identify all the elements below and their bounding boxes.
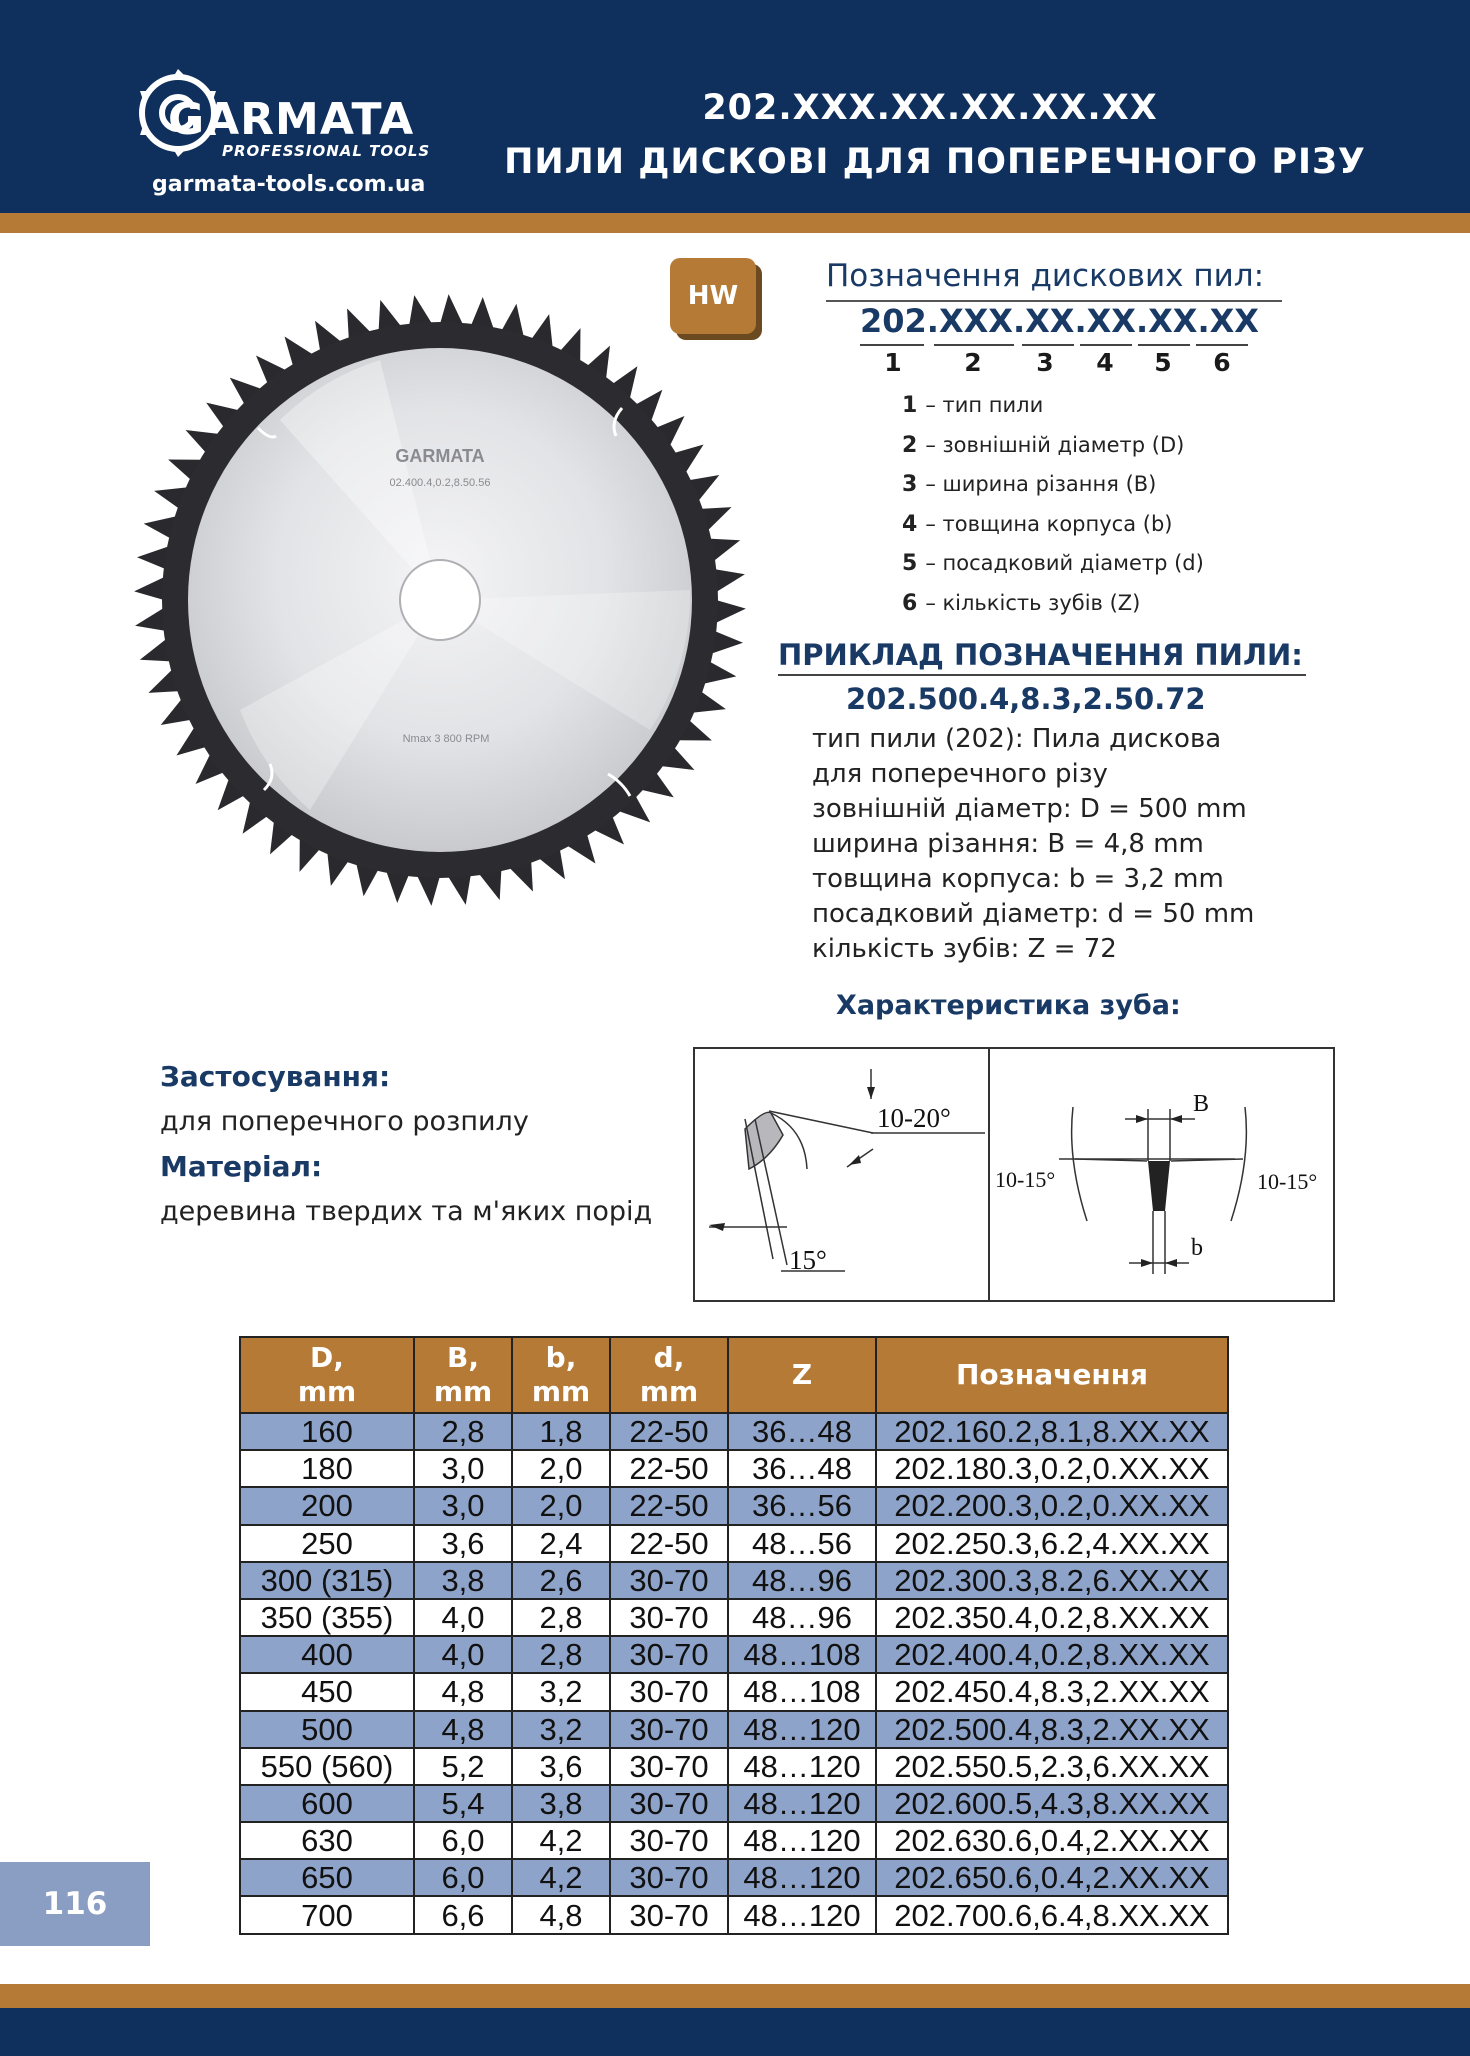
header-code: 202.XXX.XX.XX.XX.XX: [702, 88, 1158, 128]
table-cell: 2,8: [414, 1413, 512, 1450]
blade-logo: GARMATA: [395, 446, 485, 466]
legend-item: 1 – тип пили: [902, 393, 1044, 418]
tooth-diagram: [693, 1047, 1335, 1302]
table-cell: 2,0: [512, 1487, 610, 1524]
table-cell: 630: [240, 1822, 414, 1859]
segment-line-6: [1196, 344, 1248, 346]
tooth-angle-bottom: 15°: [789, 1245, 827, 1275]
table-row: [240, 1636, 1228, 1673]
saw-tooth: [440, 294, 463, 325]
col-header-bore: d, mm: [610, 1337, 728, 1413]
table-row: [240, 1599, 1228, 1636]
hw-badge: HW: [670, 258, 756, 334]
saw-blade-image: [130, 290, 750, 910]
segment-number: 4: [1096, 348, 1114, 377]
segment-number: 5: [1154, 348, 1172, 377]
logo-subtitle: PROFESSIONAL TOOLS: [222, 142, 431, 160]
table-cell: 1,8: [512, 1413, 610, 1450]
table-row: [240, 1413, 1228, 1450]
table-cell: 48…120: [728, 1822, 876, 1859]
designation-title: Позначення дискових пил:: [826, 258, 1265, 294]
table-cell: 48…120: [728, 1859, 876, 1896]
table-cell: 3,6: [512, 1748, 610, 1785]
example-line: посадковий діаметр: d = 50 mm: [812, 899, 1255, 929]
table-cell: 202.550.5,2.3,6.XX.XX: [876, 1748, 1228, 1785]
table-cell: 550 (560): [240, 1748, 414, 1785]
segment-number: 3: [1036, 348, 1054, 377]
saw-tooth: [409, 295, 432, 326]
table-cell: 350 (355): [240, 1599, 414, 1636]
table-row: [240, 1525, 1228, 1562]
col-header-teeth: Z: [728, 1337, 876, 1413]
segment-line-5: [1138, 344, 1190, 346]
table-cell: 6,0: [414, 1859, 512, 1896]
legend-item: 2 – зовнішній діаметр (D): [902, 432, 1185, 458]
table-cell: 36…48: [728, 1450, 876, 1487]
segment-line-2: [934, 344, 1014, 346]
table-cell: 22-50: [610, 1525, 728, 1562]
tooth-diagram-svg: [695, 1049, 1333, 1300]
segment-number: 1: [884, 348, 902, 377]
col-header-b-thickness: b, mm: [512, 1337, 610, 1413]
table-cell: 600: [240, 1785, 414, 1822]
table-cell: 5,2: [414, 1748, 512, 1785]
table-cell: 36…48: [728, 1413, 876, 1450]
col-header-designation: Позначення: [876, 1337, 1228, 1413]
table-cell: 202.450.4,8.3,2.XX.XX: [876, 1673, 1228, 1710]
table-cell: 202.300.3,8.2,6.XX.XX: [876, 1562, 1228, 1599]
table-cell: 500: [240, 1711, 414, 1748]
legend-item: 4 – товщина корпуса (b): [902, 511, 1173, 537]
table-cell: 3,0: [414, 1450, 512, 1487]
table-cell: 48…96: [728, 1562, 876, 1599]
table-cell: 202.500.4,8.3,2.XX.XX: [876, 1711, 1228, 1748]
table-cell: 30-70: [610, 1599, 728, 1636]
blade-rpm: Nmax 3 800 RPM: [402, 733, 490, 745]
example-line: для поперечного різу: [812, 759, 1108, 789]
legend-item: 5 – посадковий діаметр (d): [902, 551, 1204, 576]
blade-marking: 02.400.4,0.2,8.50.56: [389, 477, 491, 489]
table-cell: 48…120: [728, 1896, 876, 1933]
segment-number: 6: [1213, 348, 1231, 377]
table-cell: 30-70: [610, 1785, 728, 1822]
material-heading: Матеріал:: [160, 1150, 323, 1183]
designation-code: 202.XXX.XX.XX.XX.XX: [860, 302, 1259, 340]
specs-table: [239, 1336, 1229, 1935]
table-cell: 180: [240, 1450, 414, 1487]
table-row: [240, 1673, 1228, 1710]
table-cell: 48…120: [728, 1748, 876, 1785]
table-cell: 300 (315): [240, 1562, 414, 1599]
table-cell: 250: [240, 1525, 414, 1562]
table-cell: 202.600.5,4.3,8.XX.XX: [876, 1785, 1228, 1822]
header-stripe: [0, 213, 1470, 233]
tooth-label-thickness: b: [1191, 1235, 1203, 1261]
table-cell: 3,6: [414, 1525, 512, 1562]
table-cell: 48…120: [728, 1785, 876, 1822]
example-line: кількість зубів: Z = 72: [812, 934, 1117, 964]
page-title: ПИЛИ ДИСКОВІ ДЛЯ ПОПЕРЕЧНОГО РІЗУ: [504, 142, 1366, 182]
table-cell: 650: [240, 1859, 414, 1896]
example-line: зовнішній діаметр: D = 500 mm: [812, 794, 1247, 824]
table-cell: 4,8: [512, 1896, 610, 1933]
segment-line-3: [1022, 344, 1074, 346]
example-code: 202.500.4,8.3,2.50.72: [846, 682, 1206, 716]
table-cell: 202.400.4,0.2,8.XX.XX: [876, 1636, 1228, 1673]
table-row: [240, 1785, 1228, 1822]
table-cell: 2,8: [512, 1599, 610, 1636]
saw-tooth: [715, 600, 746, 623]
table-cell: 160: [240, 1413, 414, 1450]
saw-tooth: [135, 608, 166, 631]
table-cell: 202.630.6,0.4,2.XX.XX: [876, 1822, 1228, 1859]
table-cell: 2,4: [512, 1525, 610, 1562]
example-description: [812, 722, 1254, 967]
table-cell: 3,2: [512, 1673, 610, 1710]
segment-line-1: [860, 344, 924, 346]
table-row: [240, 1711, 1228, 1748]
legend-item: 3 – ширина різання (B): [902, 472, 1157, 497]
tooth-label-width: B: [1193, 1091, 1210, 1117]
table-cell: 48…96: [728, 1599, 876, 1636]
table-cell: 202.160.2,8.1,8.XX.XX: [876, 1413, 1228, 1450]
table-cell: 3,2: [512, 1711, 610, 1748]
tooth-side-right: 10-15°: [1257, 1169, 1318, 1194]
example-title: ПРИКЛАД ПОЗНАЧЕННЯ ПИЛИ:: [778, 638, 1303, 672]
table-cell: 200: [240, 1487, 414, 1524]
table-row: [240, 1859, 1228, 1896]
table-cell: 202.650.6,0.4,2.XX.XX: [876, 1859, 1228, 1896]
table-cell: 22-50: [610, 1450, 728, 1487]
tooth-title: Характеристика зуба:: [836, 990, 1181, 1021]
table-cell: 2,6: [512, 1562, 610, 1599]
table-cell: 202.180.3,0.2,0.XX.XX: [876, 1450, 1228, 1487]
table-cell: 3,0: [414, 1487, 512, 1524]
example-line: тип пили (202): Пила дискова: [812, 724, 1222, 754]
table-cell: 30-70: [610, 1748, 728, 1785]
tooth-angle-top: 10-20°: [877, 1103, 951, 1133]
segment-line-4: [1080, 344, 1132, 346]
table-cell: 5,4: [414, 1785, 512, 1822]
table-cell: 30-70: [610, 1711, 728, 1748]
table-cell: 48…56: [728, 1525, 876, 1562]
table-cell: 3,8: [414, 1562, 512, 1599]
table-row: [240, 1748, 1228, 1785]
table-cell: 202.200.3,0.2,0.XX.XX: [876, 1487, 1228, 1524]
segment-number: 2: [964, 348, 982, 377]
saw-tooth: [134, 577, 165, 600]
saw-tooth: [417, 875, 440, 906]
table-cell: 2,0: [512, 1450, 610, 1487]
table-cell: 30-70: [610, 1822, 728, 1859]
table-cell: 4,0: [414, 1599, 512, 1636]
table-cell: 400: [240, 1636, 414, 1673]
table-row: [240, 1487, 1228, 1524]
col-header-b-width: B, mm: [414, 1337, 512, 1413]
table-row: [240, 1562, 1228, 1599]
table-cell: 30-70: [610, 1896, 728, 1933]
table-cell: 202.250.3,6.2,4.XX.XX: [876, 1525, 1228, 1562]
application-text: для поперечного розпилу: [160, 1106, 529, 1137]
material-text: деревина твердих та м'яких порід: [160, 1196, 653, 1227]
example-underline: [778, 674, 1306, 676]
table-cell: 4,2: [512, 1822, 610, 1859]
legend-item: 6 – кількість зубів (Z): [902, 590, 1141, 616]
table-cell: 2,8: [512, 1636, 610, 1673]
table-cell: 4,8: [414, 1711, 512, 1748]
footer-stripe: [0, 1984, 1470, 2008]
table-row: [240, 1896, 1228, 1933]
table-cell: 4,2: [512, 1859, 610, 1896]
saw-tooth: [714, 569, 745, 592]
table-cell: 30-70: [610, 1859, 728, 1896]
tooth-side-left: 10-15°: [995, 1167, 1056, 1192]
page-number: 116: [0, 1862, 150, 1946]
designation-legend: [902, 390, 1204, 627]
saw-tooth: [448, 874, 471, 905]
table-cell: 4,0: [414, 1636, 512, 1673]
table-cell: 6,0: [414, 1822, 512, 1859]
table-row: [240, 1822, 1228, 1859]
table-cell: 6,6: [414, 1896, 512, 1933]
table-cell: 48…120: [728, 1711, 876, 1748]
table-cell: 3,8: [512, 1785, 610, 1822]
table-cell: 22-50: [610, 1487, 728, 1524]
table-header-row: [240, 1337, 1228, 1413]
table-cell: 4,8: [414, 1673, 512, 1710]
table-row: [240, 1450, 1228, 1487]
example-line: ширина різання: B = 4,8 mm: [812, 829, 1204, 859]
website-link[interactable]: garmata-tools.com.ua: [152, 172, 426, 197]
table-cell: 22-50: [610, 1413, 728, 1450]
table-cell: 30-70: [610, 1673, 728, 1710]
logo-text: GARMATA: [168, 94, 415, 145]
table-cell: 450: [240, 1673, 414, 1710]
table-cell: 30-70: [610, 1636, 728, 1673]
table-cell: 48…108: [728, 1636, 876, 1673]
application-heading: Застосування:: [160, 1060, 391, 1093]
table-cell: 700: [240, 1896, 414, 1933]
table-cell: 48…108: [728, 1673, 876, 1710]
page-footer: [0, 2008, 1470, 2056]
example-line: товщина корпуса: b = 3,2 mm: [812, 864, 1224, 894]
table-cell: 36…56: [728, 1487, 876, 1524]
table-cell: 202.350.4,0.2,8.XX.XX: [876, 1599, 1228, 1636]
table-cell: 202.700.6,6.4,8.XX.XX: [876, 1896, 1228, 1933]
col-header-d: D, mm: [240, 1337, 414, 1413]
table-cell: 30-70: [610, 1562, 728, 1599]
